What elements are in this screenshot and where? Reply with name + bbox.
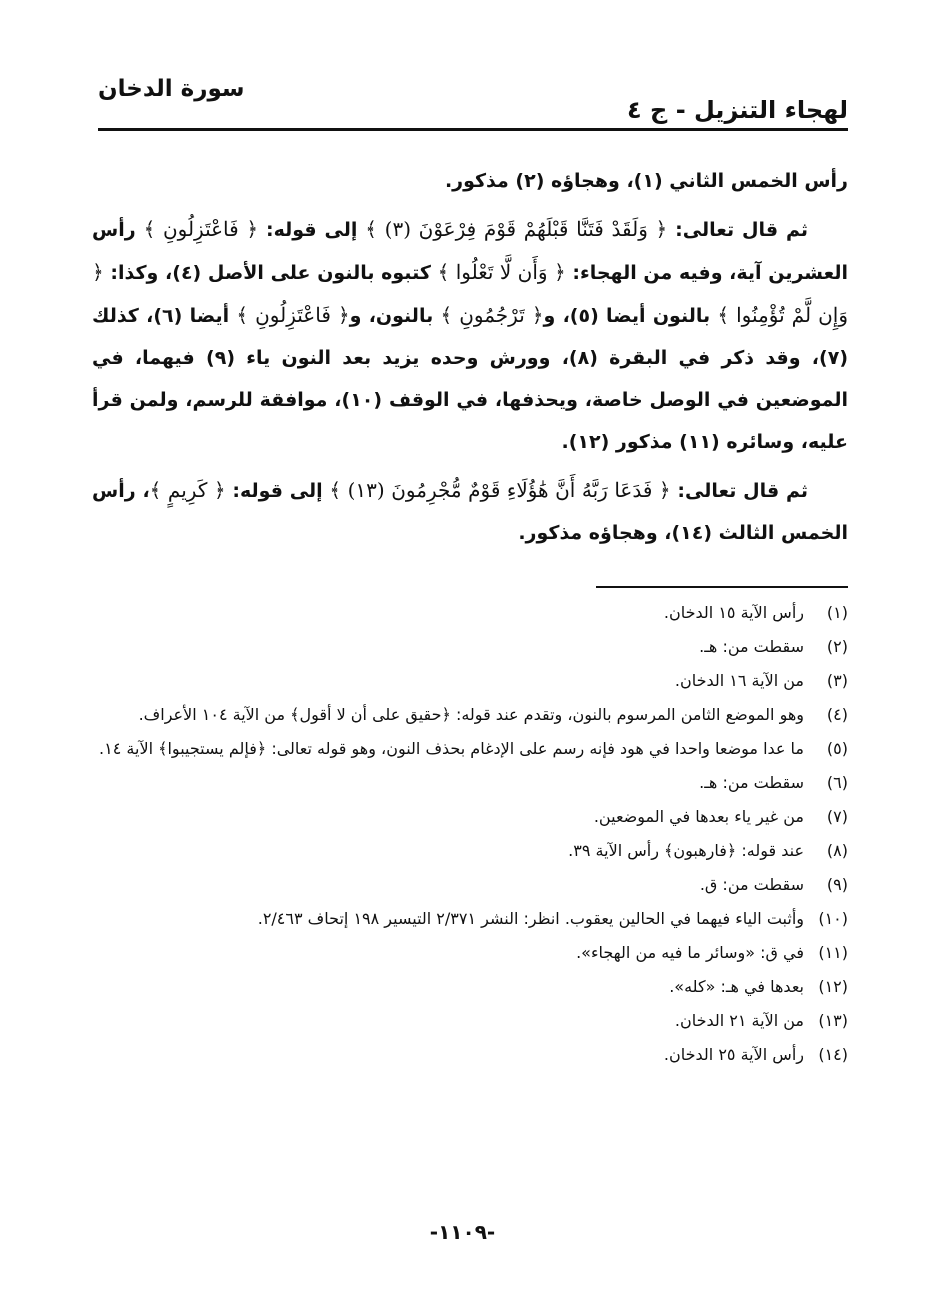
footnote-number: (١٤) [818,1045,848,1064]
text-run: ثم قال تعالى: [667,219,808,241]
surah-title: سورة الدخان [98,76,245,102]
text-run: ، رأس الخمس الثالث (١٤)، وهجاؤه مذكور. [92,480,848,544]
footnote [92,732,848,766]
footnote [92,596,848,630]
footnote-text: سقطت من: هـ. [699,637,804,656]
footnote-number: (١١) [818,943,848,962]
text-run: رأس الخمس الثاني (١)، وهجاؤه (٢) مذكور. [444,170,848,192]
footnote-number: (١٢) [818,977,848,996]
footnote-text: من الآية ٢١ الدخان. [674,1011,804,1030]
footnote [92,936,848,970]
text-run: بالنون أيضا (٥)، و [543,305,718,327]
quran-quote: ﴿ كَرِيمٍ ﴾ [149,478,226,502]
text-run: رأس العشرين آية، وفيه من الهجاء: [92,219,849,284]
footnote-text: رأس الآية ١٥ الدخان. [663,603,804,622]
footnote-text: وأثبت الياء فيهما في الحالين يعقوب. انظر: النشر ٢/٣٧١ التيسير ١٩٨ إتحاف ٢/٤٦٣. [257,909,804,928]
text-run: أيضا (٦)، كذلك (٧)، وقد ذكر في البقرة (٨)، وورش وحده يزيد بعد النون ياء (٩) فيهما، في الموضعين في الوصل خاصة، ويحذفها، في الوقف (١٠)، موافقة للرسم، ولمن قرأ عليه، وسائره (١١) مذكور (١٢). [92,305,849,453]
footnote-text: وهو الموضع الثامن المرسوم بالنون، وتقدم عند قوله: ﴿حقيق على أن لا أقول﴾ من الآية ١٠٤ الأعراف. [138,705,804,724]
footnote-number: (١٠) [818,909,848,928]
footnote-number: (٩) [826,875,848,894]
footnote-number: (١٣) [818,1011,848,1030]
footnote-text: من الآية ١٦ الدخان. [674,671,804,690]
footnote-text: سقطت من: هـ. [699,773,804,792]
footnote-number: (٨) [826,841,848,860]
page-number: -١١٠٩- [429,1220,496,1244]
footnote [92,698,848,732]
running-header [98,72,848,128]
footnote-number: (١) [826,603,848,622]
text-run: بالنون، و [349,305,441,327]
footnote [92,1038,848,1072]
footnote [92,766,848,800]
footnote [92,902,848,936]
footnote [92,664,848,698]
text-run: كتبوه بالنون على الأصل (٤)، وكذا: [103,262,438,284]
footnote-text: بعدها في هـ: «كله». [669,977,804,996]
quran-quote: ﴿ وَأَن لَّا تَعْلُوا ﴾ [437,260,566,284]
quran-quote: ﴿ وَلَقَدْ فَتَنَّا قَبْلَهُمْ قَوْمَ فِرْعَوْنَ (٣) ﴾ [365,217,668,241]
text-run: ثم قال تعالى: [670,480,809,502]
footnote-text: في ق: «وسائر ما فيه من الهجاء». [576,943,804,962]
footnote-number: (٦) [826,773,848,792]
quran-quote: ﴿ فَاعْتَزِلُونِ ﴾ [236,303,350,327]
main-text [92,160,848,554]
footnote-number: (٤) [826,705,848,724]
text-run: إلى قوله: [258,219,366,241]
footnote-text: رأس الآية ٢٥ الدخان. [663,1045,804,1064]
paragraph [92,469,848,554]
footnote-number: (٥) [826,739,848,758]
book-title: لهجاء التنزيل - ج ٤ [627,96,848,124]
footnote-separator [596,586,848,588]
footnote [92,630,848,664]
footnote [92,868,848,902]
footnote-number: (٢) [826,637,848,656]
footnote [92,970,848,1004]
footnote-text: ما عدا موضعا واحدا في هود فإنه رسم على الإدغام بحذف النون، وهو قوله تعالى: ﴿فإلم يستجيبوا﴾ الآية ١٤. [99,739,804,758]
quran-quote: ﴿ فَدَعَا رَبَّهُ أَنَّ هَٰؤُلَاءِ قَوْمٌ مُّجْرِمُونَ (١٣) ﴾ [329,478,671,502]
footnote-text: سقطت من: ق. [699,875,804,894]
quran-quote: ﴿ تَرْجُمُونِ ﴾ [440,303,544,327]
footnote [92,1004,848,1038]
header-divider [98,128,848,131]
text-run: إلى قوله: [225,480,330,502]
footnote-text: عند قوله: ﴿فارهبون﴾ رأس الآية ٣٩. [568,841,804,860]
paragraph [92,160,848,202]
quran-quote: ﴿ وَإِن لَّمْ تُؤْمِنُوا ﴾ [92,260,848,327]
footnote-number: (٧) [826,807,848,826]
footnote-text: من غير ياء بعدها في الموضعين. [593,807,804,826]
quran-quote: ﴿ فَاعْتَزِلُونِ ﴾ [143,217,259,241]
footnote-number: (٣) [826,671,848,690]
footnote [92,800,848,834]
footnotes-list [92,596,848,1072]
paragraph [92,208,848,463]
footnote [92,834,848,868]
